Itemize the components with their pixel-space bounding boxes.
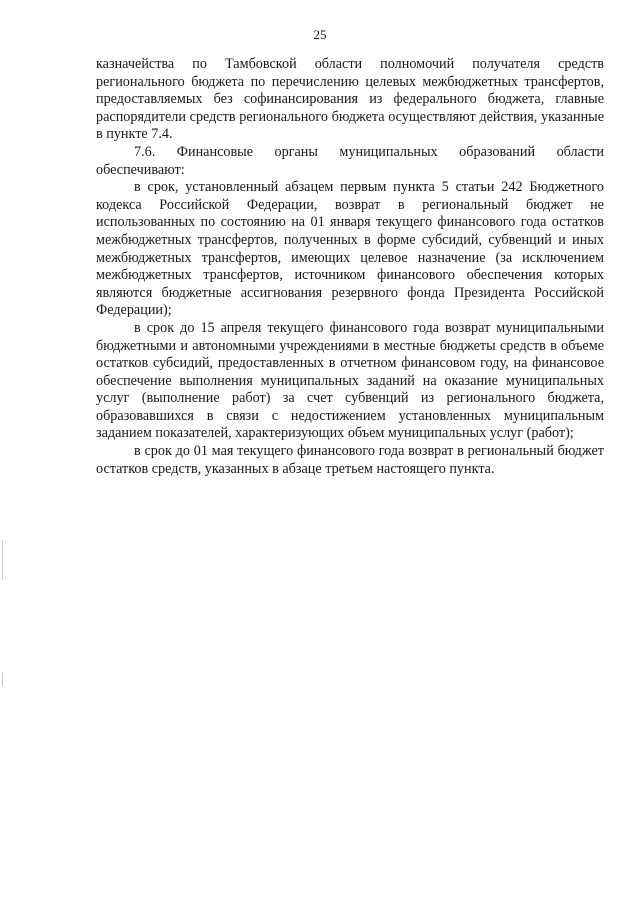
paragraph-return-deadline-april-15: в срок до 15 апреля текущего финансового года возврат муниципальными бюджетными и автономными учреждениями в местные бюджеты средств в объеме остатков субсидий, предоставленных в отчетном финансовом году, на финансовое обеспечение выполнения муниципальных заданий на оказание муниципальных услуг (выполнение работ) за счет субвенций из регионального бюджета, образовавшихся в связи с недостижением установленных муниципальным заданием показателей, характеризующих объем муниципальных услуг (работ); — [96, 319, 604, 442]
scan-edge-mark — [2, 540, 3, 580]
page-number: 25 — [313, 27, 327, 42]
scan-edge-mark — [2, 672, 3, 686]
document-body — [96, 56, 604, 478]
paragraph-return-deadline-article-242: в срок, установленный абзацем первым пункта 5 статьи 242 Бюджетного кодекса Российской Федерации, возврат в региональный бюджет не использованных по состоянию на 01 января текущего финансового года остатков межбюджетных трансфертов, полученных в форме субсидий, субвенций и иных межбюджетных трансфертов, имеющих целевое назначение (за исключением межбюджетных трансфертов, источником финансового обеспечения которых являются бюджетные ассигнования резервного фонда Президента Российской Федерации); — [96, 179, 604, 319]
paragraph-continuation: казначейства по Тамбовской области полномочий получателя средств регионального бюджета по перечислению целевых межбюджетных трансфертов, предоставляемых без софинансирования из федерального бюджета, главные распорядители средств регионального бюджета осуществляют действия, указанные в пункте 7.4. — [96, 56, 604, 143]
paragraph-return-deadline-may-01: в срок до 01 мая текущего финансового года возврат в региональный бюджет остатков средств, указанных в абзаце третьем настоящего пункта. — [96, 443, 604, 477]
paragraph-clause-7-6: 7.6. Финансовые органы муниципальных образований области обеспечивают: — [96, 143, 604, 178]
